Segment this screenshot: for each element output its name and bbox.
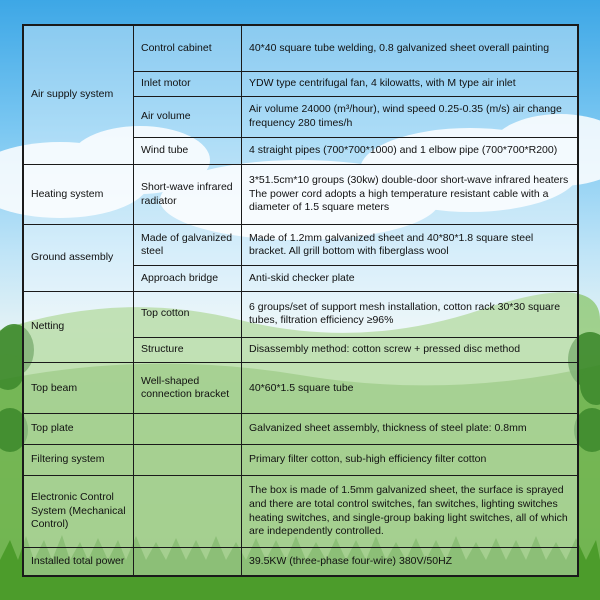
category-cell: Installed total power	[24, 548, 134, 576]
item-cell: Well-shaped connection bracket	[134, 363, 242, 414]
item-cell: Air volume	[134, 96, 242, 138]
table-row	[24, 291, 578, 337]
value-cell: The box is made of 1.5mm galvanized sheet, the surface is sprayed and there are total control switches, fan switches, lighting switches heating switches, and single-group baking light switches, all of which are independently controlled.	[242, 475, 578, 548]
value-cell: 40*60*1.5 square tube	[242, 363, 578, 414]
table-row	[24, 475, 578, 548]
value-cell: Air volume 24000 (m³/hour), wind speed 0.25-0.35 (m/s) air change frequency 280 times/h	[242, 96, 578, 138]
category-cell: Air supply system	[24, 26, 134, 165]
value-cell: Made of 1.2mm galvanized sheet and 40*80*1.8 square steel bracket. All grill bottom with fiberglass wool	[242, 225, 578, 266]
value-cell: Primary filter cotton, sub-high efficiency filter cotton	[242, 445, 578, 476]
category-cell: Filtering system	[24, 445, 134, 476]
table-row	[24, 445, 578, 476]
table-row	[24, 548, 578, 576]
item-cell	[134, 548, 242, 576]
category-cell: Electronic Control System (Mechanical Control)	[24, 475, 134, 548]
value-cell: YDW type centrifugal fan, 4 kilowatts, with M type air inlet	[242, 72, 578, 97]
item-cell: Wind tube	[134, 138, 242, 165]
category-cell: Top beam	[24, 363, 134, 414]
spec-table	[23, 25, 578, 576]
item-cell: Top cotton	[134, 291, 242, 337]
value-cell: 3*51.5cm*10 groups (30kw) double-door short-wave infrared heaters The power cord adopts a high temperature resistant cable with a diameter of 1.5 square meters	[242, 165, 578, 225]
value-cell: 39.5KW (three-phase four-wire) 380V/50HZ	[242, 548, 578, 576]
value-cell: Disassembly method: cotton screw + pressed disc method	[242, 337, 578, 363]
table-row	[24, 414, 578, 445]
item-cell: Structure	[134, 337, 242, 363]
value-cell: 6 groups/set of support mesh installation, cotton rack 30*30 square tubes, filtration efficiency ≥96%	[242, 291, 578, 337]
table-row	[24, 363, 578, 414]
value-cell: Galvanized sheet assembly, thickness of steel plate: 0.8mm	[242, 414, 578, 445]
item-cell: Short-wave infrared radiator	[134, 165, 242, 225]
item-cell: Inlet motor	[134, 72, 242, 97]
item-cell	[134, 475, 242, 548]
item-cell: Approach bridge	[134, 266, 242, 292]
category-cell: Top plate	[24, 414, 134, 445]
value-cell: Anti-skid checker plate	[242, 266, 578, 292]
item-cell: Control cabinet	[134, 26, 242, 72]
spec-table-frame	[22, 24, 579, 577]
item-cell	[134, 414, 242, 445]
category-cell: Heating system	[24, 165, 134, 225]
item-cell	[134, 445, 242, 476]
value-cell: 4 straight pipes (700*700*1000) and 1 elbow pipe (700*700*R200)	[242, 138, 578, 165]
table-row	[24, 225, 578, 266]
category-cell: Netting	[24, 291, 134, 363]
table-row	[24, 165, 578, 225]
table-row	[24, 26, 578, 72]
value-cell: 40*40 square tube welding, 0.8 galvanized sheet overall painting	[242, 26, 578, 72]
item-cell: Made of galvanized steel	[134, 225, 242, 266]
category-cell: Ground assembly	[24, 225, 134, 291]
